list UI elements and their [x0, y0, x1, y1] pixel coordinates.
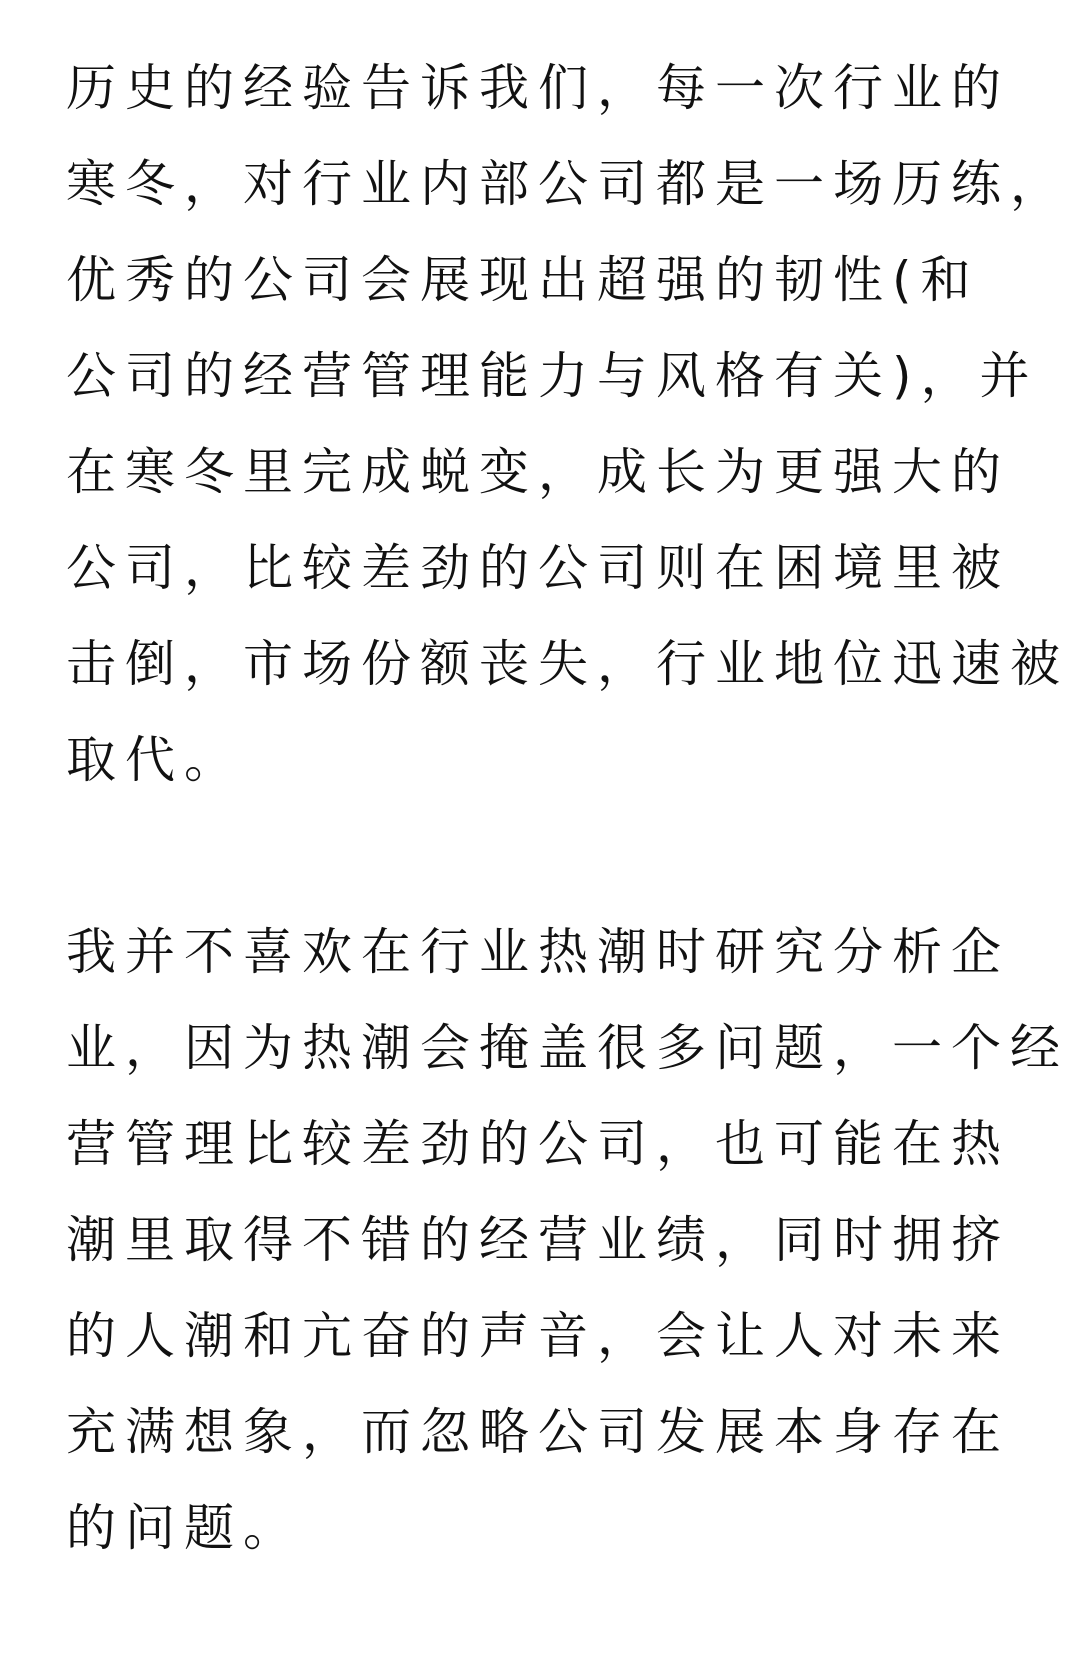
text-line: 营管理比较差劲的公司，也可能在热	[66, 1115, 1010, 1173]
text-line: 我并不喜欢在行业热潮时研究分析企	[66, 923, 1010, 981]
text-line: 公司的经营管理能力与风格有关)，并	[66, 347, 1039, 405]
text-line: 公司，比较差劲的公司则在困境里被	[66, 539, 1010, 597]
text-line: 的问题。	[66, 1499, 302, 1557]
paragraph-divider	[66, 808, 1020, 904]
text-line: 潮里取得不错的经营业绩，同时拥挤	[66, 1211, 1010, 1269]
text-line: 击倒，市场份额丧失，行业地位迅速被	[66, 635, 1069, 693]
text-line: 充满想象，而忽略公司发展本身存在	[66, 1403, 1010, 1461]
paragraph-2	[66, 904, 1069, 1576]
paragraph-1	[66, 40, 1069, 808]
text-line: 寒冬，对行业内部公司都是一场历练，	[66, 155, 1069, 213]
text-line: 在寒冬里完成蜕变，成长为更强大的	[66, 443, 1010, 501]
text-line: 的人潮和亢奋的声音，会让人对未来	[66, 1307, 1010, 1365]
text-line: 取代。	[66, 731, 243, 789]
text-line: 业，因为热潮会掩盖很多问题，一个经	[66, 1019, 1069, 1077]
text-line: 优秀的公司会展现出超强的韧性(和	[66, 251, 980, 309]
text-line: 历史的经验告诉我们，每一次行业的	[66, 59, 1010, 117]
